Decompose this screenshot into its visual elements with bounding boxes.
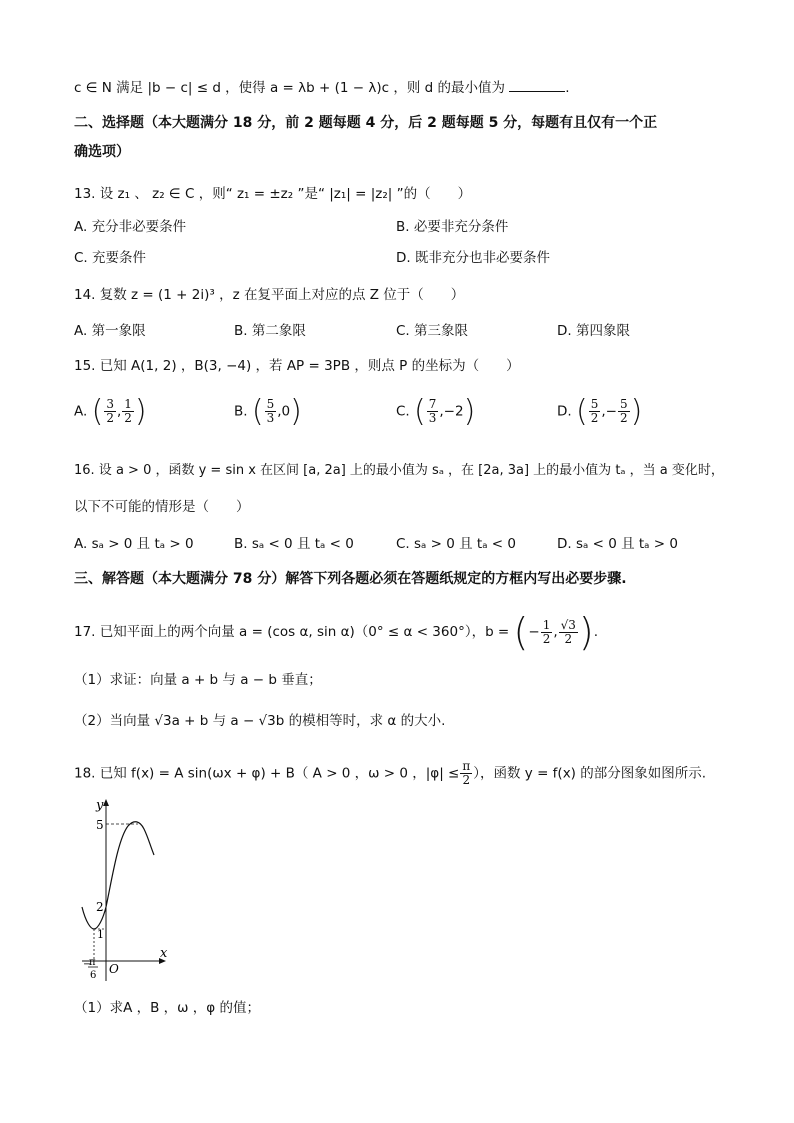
option-label: A. — [74, 403, 88, 420]
function-curve — [82, 822, 154, 929]
q16-option-a: A. sₐ > 0 且 tₐ > 0 — [74, 536, 194, 552]
coordinate-separator: ,− — [601, 403, 617, 420]
q16-option-d: D. sₐ < 0 且 tₐ > 0 — [557, 536, 678, 552]
q14-option-a: A. 第一象限 — [74, 323, 146, 339]
y-tick-2: 2 — [96, 900, 104, 914]
period: . — [565, 80, 570, 96]
period: . — [593, 624, 599, 640]
y-tick-5: 5 — [96, 818, 104, 832]
q15-option-c: C. ( $\frac{7}{3}$ ,−2) — [396, 394, 476, 429]
numerator: 1 — [124, 397, 132, 411]
denominator: 2 — [462, 773, 471, 787]
q15-option-a: A. ( $\frac{3}{2}$ , $\frac{1}{2}$ ) — [74, 394, 147, 429]
question-15: 15. 已知 A(1, 2) ，B(3, −4) ，若 AP = 3PB ，则点 P 的坐标为（ ） — [74, 358, 520, 374]
question-17-part-1: （1）求证：向量 a + b 与 a − b 垂直； — [74, 672, 322, 688]
section-2-heading: 二、选择题（本大题满分 18 分，前 2 题每题 4 分，后 2 题每题 5 分，每题有且仅有一个正 — [74, 115, 658, 131]
denominator: 2 — [124, 411, 132, 425]
denominator: 3 — [428, 411, 437, 425]
numerator: π — [462, 759, 471, 773]
q13-option-d: D. 既非充分也非必要条件 — [396, 250, 550, 266]
denominator: 3 — [266, 411, 275, 425]
coordinate-tail: ,0 — [277, 403, 291, 420]
denominator: 2 — [564, 631, 573, 646]
q13-option-a: A. 充分非必要条件 — [74, 219, 187, 235]
question-17-text: 17. 已知平面上的两个向量 a = (cos α, sin α)（0° ≤ α < 360°），b = — [74, 624, 510, 640]
denominator: 2 — [619, 411, 628, 425]
y-tick-1: 1 — [97, 928, 104, 941]
question-18-text-cont: ），函数 y = f(x) 的部分图象如图所示. — [473, 765, 707, 782]
q14-option-c: C. 第三象限 — [396, 323, 469, 339]
coordinate-tail: ,−2 — [439, 403, 464, 420]
q14-option-b: B. 第二象限 — [234, 323, 306, 339]
question-13: 13. 设 z₁ 、 z₂ ∈ C ，则“ z₁ = ±z₂ ”是“ |z₁| = |z₂| ”的（ ） — [74, 186, 472, 202]
option-label: D. — [557, 403, 572, 420]
q14-option-d: D. 第四象限 — [557, 323, 630, 339]
y-axis-arrow — [103, 799, 109, 806]
function-graph — [74, 795, 184, 985]
denominator: 2 — [542, 631, 551, 646]
numerator: 5 — [266, 397, 275, 411]
option-label: B. — [234, 403, 248, 420]
q13-option-c: C. 充要条件 — [74, 250, 147, 266]
question-18-text: 18. 已知 f(x) = A sin(ωx + φ) + B（ A > 0 ，ω > 0 ，|φ| ≤ — [74, 765, 460, 782]
numerator: 1 — [542, 617, 551, 632]
fill-in-line — [74, 76, 570, 96]
section-3-heading: 三、解答题（本大题满分 78 分）解答下列各题必须在答题纸规定的方框内写出必要步骤. — [74, 571, 627, 587]
numerator: 5 — [590, 397, 599, 411]
answer-blank — [509, 81, 565, 92]
q15-option-b: B. ( $\frac{5}{3}$ ,0) — [234, 394, 302, 429]
numerator: 3 — [106, 397, 114, 411]
q16-option-b: B. sₐ < 0 且 tₐ < 0 — [234, 536, 354, 552]
option-label: C. — [396, 403, 410, 420]
numerator: 7 — [428, 397, 437, 411]
denominator: 2 — [590, 411, 599, 425]
question-16-cont: 以下不可能的情形是（ ） — [74, 499, 250, 515]
x-axis-label: x — [160, 946, 168, 961]
denominator: 2 — [106, 411, 114, 425]
x-tick-denominator: 6 — [90, 970, 97, 981]
minus-sign: − — [528, 624, 540, 640]
q15-option-d: D. ( $\frac{5}{2}$ ,− $\frac{5}{2}$ ) — [557, 394, 643, 429]
q13-option-b: B. 必要非充分条件 — [396, 219, 509, 235]
x-tick-sign: − — [83, 959, 92, 970]
numerator: 5 — [619, 397, 628, 411]
numerator: √3 — [560, 617, 576, 632]
question-18-part-1: （1）求A ，B ，ω ，φ 的值； — [74, 1000, 260, 1016]
y-axis-label: y — [96, 798, 104, 813]
q16-option-c: C. sₐ > 0 且 tₐ < 0 — [396, 536, 516, 552]
question-14: 14. 复数 z = (1 + 2i)³ ，z 在复平面上对应的点 Z 位于（ ） — [74, 287, 465, 303]
question-18 — [74, 760, 706, 787]
question-17: 17. 已知平面上的两个向量 a = (cos α, sin α)（0° ≤ α < 360°），b = (− $\frac{1}{2}$ , $\frac{√3}{2}$ ). — [74, 610, 599, 654]
origin-label: O — [109, 962, 119, 976]
question-17-part-2: （2）当向量 √3a + b 与 a − √3b 的模相等时，求 α 的大小. — [74, 713, 446, 729]
section-2-heading-cont: 确选项） — [74, 144, 130, 160]
x-tick-numerator: π — [89, 957, 96, 968]
question-12-tail: c ∈ N 满足 |b − c| ≤ d ，使得 a = λb + (1 − λ)c ，则 d 的最小值为 — [74, 80, 505, 96]
question-16: 16. 设 a > 0 ，函数 y = sin x 在区间 [a, 2a] 上的最小值为 sₐ ，在 [2a, 3a] 上的最小值为 tₐ ，当 a 变化时， — [74, 463, 724, 478]
